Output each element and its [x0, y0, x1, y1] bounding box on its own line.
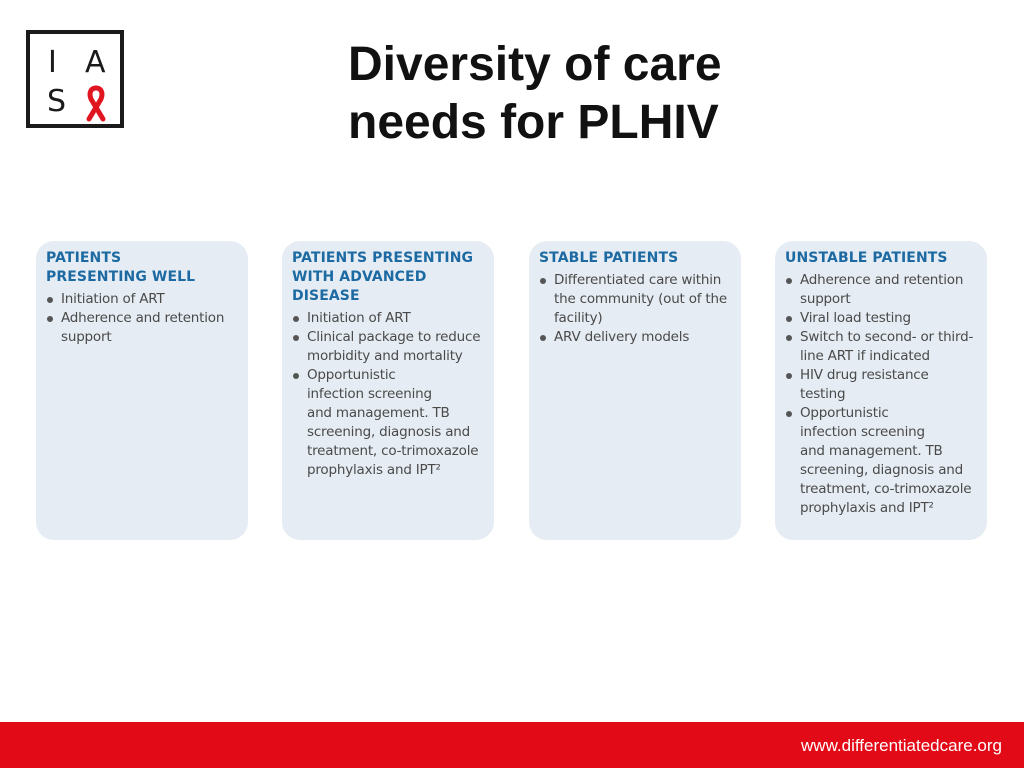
list-item-line: Switch to second- or third- [800, 329, 974, 345]
list-item [292, 366, 484, 480]
list-item-line: treatment, co-trimoxazole [307, 443, 479, 459]
red-awareness-ribbon-icon [81, 84, 111, 122]
list-item-line: line ART if indicated [800, 348, 930, 364]
list-item-line: ARV delivery models [554, 329, 690, 345]
list-item-line: Clinical package to reduce [307, 329, 481, 345]
logo-letter-a: A [85, 45, 106, 80]
panel-list [292, 309, 484, 480]
list-item-line: Opportunistic [800, 405, 889, 421]
list-item-line: and management. TB [800, 443, 943, 459]
title-line-1: Diversity of care [348, 38, 722, 91]
list-item-line: morbidity and mortality [307, 348, 463, 364]
list-item-line: testing [800, 386, 846, 402]
panel-stable-patients [529, 241, 741, 540]
list-item-line: Differentiated care within [554, 272, 722, 288]
website-link[interactable]: www.differentiatedcare.org [801, 736, 1002, 755]
list-item-line: support [800, 291, 851, 307]
panel-list [46, 290, 238, 347]
list-item-line: and management. TB [307, 405, 450, 421]
panel-title: STABLE PATIENTS [539, 250, 679, 266]
list-item-line: HIV drug resistance [800, 367, 929, 383]
list-item [785, 271, 977, 309]
panel-title: PATIENTS PRESENTING WITH ADVANCED DISEASE [292, 250, 474, 304]
list-item [46, 309, 238, 347]
list-item [785, 309, 977, 328]
panel-patients-presenting-well [36, 241, 248, 540]
list-item [292, 309, 484, 328]
page-title [348, 36, 808, 152]
logo-letter-i: I [48, 45, 57, 80]
list-item [785, 366, 977, 404]
list-item [785, 404, 977, 518]
list-item [539, 271, 731, 328]
list-item-line: the community (out of the [554, 291, 727, 307]
list-item-line: screening, diagnosis and [800, 462, 964, 478]
list-item-line: facility) [554, 310, 603, 326]
ias-logo [26, 30, 124, 128]
title-line-2: needs for PLHIV [348, 96, 719, 149]
list-item [46, 290, 238, 309]
care-needs-panels [36, 241, 988, 540]
panel-patients-advanced-disease [282, 241, 494, 540]
logo-letter-s: S [47, 84, 67, 119]
list-item [292, 328, 484, 366]
list-item-line: prophylaxis and IPT² [800, 500, 934, 516]
list-item-line: prophylaxis and IPT² [307, 462, 441, 478]
panel-list [539, 271, 731, 347]
panel-list [785, 271, 977, 518]
list-item-line: infection screening [307, 386, 432, 402]
list-item-line: support [61, 329, 112, 345]
list-item-line: Initiation of ART [61, 291, 165, 307]
panel-unstable-patients [775, 241, 987, 540]
list-item-line: treatment, co-trimoxazole [800, 481, 972, 497]
list-item-line: infection screening [800, 424, 925, 440]
list-item-line: Viral load testing [800, 310, 911, 326]
panel-title: UNSTABLE PATIENTS [785, 250, 948, 266]
panel-title: PATIENTS PRESENTING WELL [46, 250, 196, 285]
list-item-line: Adherence and retention [61, 310, 225, 326]
list-item-line: screening, diagnosis and [307, 424, 471, 440]
list-item [785, 328, 977, 366]
footer-bar [0, 722, 1024, 768]
list-item-line: Adherence and retention [800, 272, 964, 288]
list-item [539, 328, 731, 347]
list-item-line: Opportunistic [307, 367, 396, 383]
list-item-line: Initiation of ART [307, 310, 411, 326]
